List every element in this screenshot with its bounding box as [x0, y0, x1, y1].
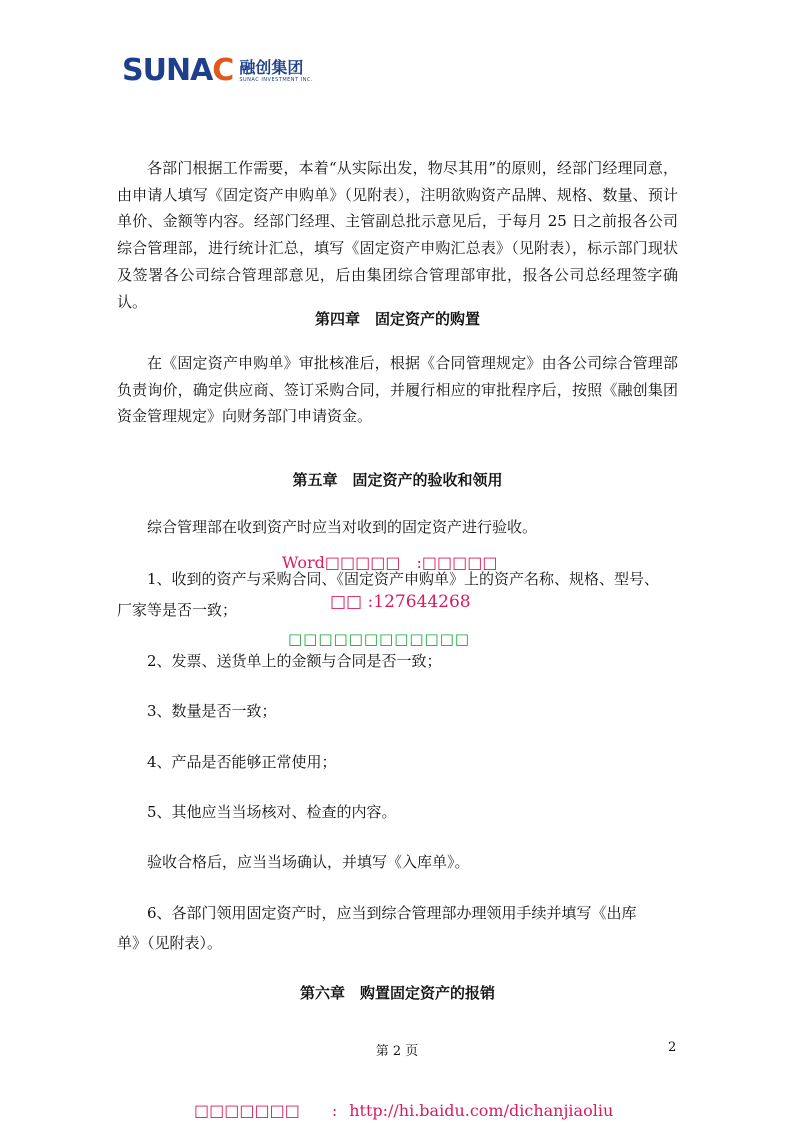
paragraph-text: 各部门根据工作需要，本着“从实际出发，物尽其用”的原则，经部门经理同意，由申请人填写《固定资产申购单》（见附表），注明欲购资产品牌、规格、数量、预计单价、金额等内容。经部门经理、主管副总批示意见后，于每月 25 日之前报各公司综合管理部，进行统计汇总，填写《固定资产申购汇总表》（见附表），标示部门现状及签署各公司综合管理部意见，后由集团综合管理部审批，报各公司总经理签字确认。	[117, 159, 678, 311]
list-item-4: 4、产品是否能够正常使用；	[147, 753, 337, 771]
logo-name-cn: 融创集团	[239, 58, 304, 77]
chapter-5-heading: 第五章 固定资产的验收和领用	[292, 471, 503, 489]
bottom-link-bar	[194, 1101, 613, 1120]
list-item-6-line-1: 6、各部门领用固定资产时，应当到综合管理部办理领用手续并填写《出库	[147, 904, 637, 922]
watermark-line-2: □□ :127644268	[330, 592, 471, 612]
footer-page-number: 2	[668, 1040, 677, 1055]
bottom-label: □□□□□□□	[194, 1101, 300, 1120]
footer-page-label: 第 2 页	[375, 1044, 419, 1059]
list-item-1-line-1: 1、收到的资产与采购合同、《固定资产申购单》上的资产名称、规格、型号、	[147, 570, 660, 588]
bottom-url-link[interactable]: http://hi.baidu.com/dichanjiaoliu	[349, 1101, 614, 1120]
list-item-6-line-2: 单》（见附表）。	[117, 934, 223, 952]
list-item-5: 5、其他应当当场核对、检查的内容。	[147, 803, 397, 821]
paragraph-application	[117, 155, 678, 315]
watermark-line-1: Word□□□□□ :□□□□□	[282, 553, 498, 572]
logo-mark: SUNAC	[122, 53, 234, 88]
logo-text	[239, 59, 313, 83]
list-item-1-line-2: 厂家等是否一致；	[117, 601, 238, 619]
bottom-separator: :	[331, 1101, 338, 1120]
acceptance-intro: 综合管理部在收到资产时应当对收到的固定资产进行验收。	[147, 518, 538, 536]
paragraph-purchase	[117, 350, 678, 430]
acceptance-confirm: 验收合格后，应当当场确认，并填写《入库单》。	[147, 853, 470, 871]
sunac-logo	[122, 53, 313, 88]
chapter-4-heading: 第四章 固定资产的购置	[314, 310, 480, 328]
watermark-line-3: □□□□□□□□□□□□	[288, 630, 471, 648]
paragraph-text: 在《固定资产申购单》审批核准后，根据《合同管理规定》由各公司综合管理部负责询价，确定供应商、签订采购合同，并履行相应的审批程序后，按照《融创集团资金管理规定》向财务部门申请资金。	[117, 354, 678, 426]
chapter-6-heading: 第六章 购置固定资产的报销	[299, 984, 495, 1002]
list-item-2: 2、发票、送货单上的金额与合同是否一致；	[147, 652, 442, 670]
list-item-3: 3、数量是否一致；	[147, 702, 277, 720]
logo-name-en: SUNAC INVESTMENT INC.	[239, 77, 313, 83]
